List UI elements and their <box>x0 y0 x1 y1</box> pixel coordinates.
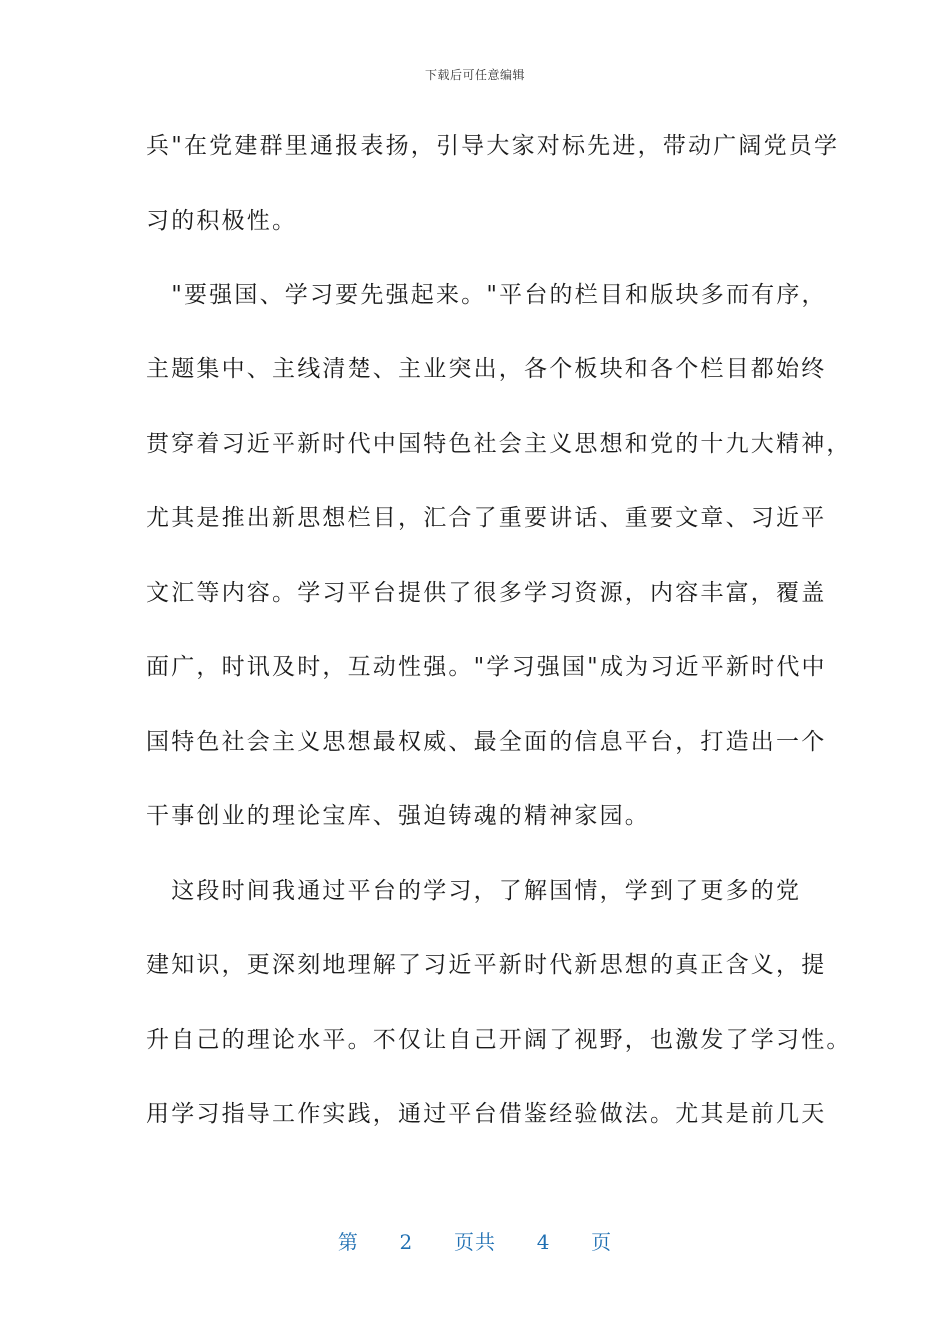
text-line: 国特色社会主义思想最权威、最全面的信息平台，打造出一个 <box>146 729 827 755</box>
total-pages-number: 4 <box>536 1230 551 1254</box>
text-line: 升自己的理论水平。不仅让自己开阔了视野，也激发了学习性。 <box>146 1027 852 1053</box>
text-line: 尤其是推出新思想栏目，汇合了重要讲话、重要文章、习近平 <box>146 505 827 531</box>
text-line: 面广，时讯及时，互动性强。"学习强国"成为习近平新时代中 <box>146 654 827 680</box>
text-line: 兵"在党建群里通报表扬，引导大家对标先进，带动广阔党员学 <box>146 133 840 159</box>
text-line: 习的积极性。 <box>146 208 298 234</box>
text-line: 建知识，更深刻地理解了习近平新时代新思想的真正含义，提 <box>146 952 827 978</box>
text-line: "要强国、学习要先强起来。"平台的栏目和版块多而有序， <box>146 282 827 308</box>
footer-middle: 页共 <box>454 1230 496 1254</box>
header-note: 下载后可任意编辑 <box>424 68 525 82</box>
footer-suffix: 页 <box>591 1230 613 1254</box>
text-line: 用学习指导工作实践，通过平台借鉴经验做法。尤其是前几天 <box>146 1101 827 1127</box>
text-line: 干事创业的理论宝库、强迫铸魂的精神家园。 <box>146 803 650 829</box>
footer-prefix: 第 <box>337 1230 359 1254</box>
text-line: 文汇等内容。学习平台提供了很多学习资源，内容丰富，覆盖 <box>146 580 827 606</box>
text-line: 这段时间我通过平台的学习，了解国情，学到了更多的党 <box>146 878 802 904</box>
page-footer <box>0 1226 950 1255</box>
current-page-number: 2 <box>399 1230 414 1254</box>
text-line: 主题集中、主线清楚、主业突出，各个板块和各个栏目都始终 <box>146 356 827 382</box>
text-line: 贯穿着习近平新时代中国特色社会主义思想和党的十九大精神， <box>146 431 852 457</box>
